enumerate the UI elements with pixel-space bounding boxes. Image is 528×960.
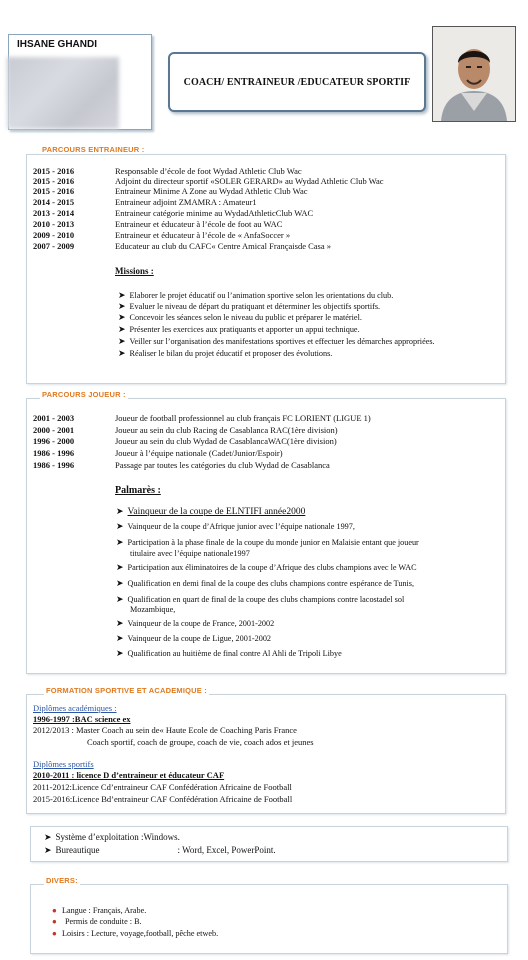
entry-desc: Entraineur et éducateur à l’école de « AnfaSoccer »: [115, 230, 291, 240]
arrow-bullet-icon: ➤: [116, 521, 124, 531]
entry-years: 2007 - 2009: [33, 241, 75, 251]
academic-diplomas-label: Diplômes académiques :: [33, 703, 117, 713]
list-item: ➤ Qualification en quart de final de la coupe des clubs champions contre lacostadel sol: [116, 594, 405, 604]
entry-desc: Entraineur catégorie minime au WydadAthleticClub WAC: [115, 208, 314, 218]
entry-years: 2014 - 2015: [33, 197, 75, 207]
list-item-continuation: Mozambique,: [130, 605, 176, 614]
arrow-bullet-icon: ➤: [116, 648, 124, 658]
list-item: ➤ Bureautique : Word, Excel, PowerPoint.: [44, 845, 276, 855]
arrow-bullet-icon: ➤: [118, 324, 126, 334]
list-item: ● Langue : Français, Arabe.: [52, 906, 147, 915]
profile-photo: [432, 26, 516, 122]
entry-years: 2010 - 2013: [33, 219, 75, 229]
entry-years: 2000 - 2001: [33, 425, 75, 435]
list-item: ➤ Evaluer le niveau de départ du pratiquant et déterminer les objectifs sportifs.: [118, 301, 381, 311]
job-title-box: [168, 52, 426, 112]
list-item: ➤ Vainqueur de la coupe de France, 2001-2002: [116, 618, 275, 628]
entry-years: 1986 - 1996: [33, 460, 75, 470]
arrow-bullet-icon: ➤: [118, 312, 126, 322]
entry-years: 1986 - 1996: [33, 448, 75, 458]
sport-diplomas-label: Diplômes sportifs: [33, 759, 94, 769]
list-item: ➤ Vainqueur de la coupe d’Afrique junior avec l’équipe nationale 1997,: [116, 521, 355, 531]
entry-desc: Entraineur Minime A Zone au Wydad Athletic Club Wac: [115, 186, 308, 196]
arrow-bullet-icon: ➤: [118, 301, 126, 311]
list-item: ● Loisirs : Lecture, voyage,football, pêche etweb.: [52, 929, 219, 938]
player-section-title: PARCOURS JOUEUR :: [42, 390, 126, 399]
entry-desc: Joueur au sein du club Wydad de CasablancaWAC(1ère division): [115, 436, 337, 446]
entry-desc: Educateur au club du CAFC« Centre Amical Françaisde Casa »: [115, 241, 331, 251]
entry-desc: Adjoint du directeur sportif «SOLER GERARD» au Wydad Athletic Club Wac: [115, 176, 384, 186]
list-item: ➤ Qualification au huitième de final contre Al Ahli de Tripoli Libye: [116, 648, 342, 658]
arrow-bullet-icon: ➤: [116, 633, 124, 643]
arrow-bullet-icon: ➤: [44, 845, 52, 855]
list-item: ➤ Réaliser le bilan du projet éducatif et proposer des évolutions.: [118, 348, 333, 358]
formation-section-title: FORMATION SPORTIVE ET ACADEMIQUE :: [46, 686, 207, 695]
licence-item: 2011-2012:Licence Cd’entraineur CAF Confédération Africaine de Football: [33, 782, 292, 792]
list-item-continuation: titulaire avec l’équipe nationale1997: [130, 549, 250, 558]
entry-years: 2013 - 2014: [33, 208, 75, 218]
palmares-heading: Palmarès :: [115, 485, 161, 496]
entry-desc: Joueur au sein du club Racing de Casablanca RAC(1ère division): [115, 425, 338, 435]
arrow-bullet-icon: ➤: [118, 348, 126, 358]
arrow-bullet-icon: ➤: [116, 618, 124, 628]
entry-desc: Entraineur adjoint ZMAMRA : Amateur1: [115, 197, 257, 207]
job-title: COACH/ ENTRAINEUR /EDUCATEUR SPORTIF: [183, 76, 411, 88]
master-diploma-details: Coach sportif, coach de groupe, coach de vie, coach ados et jeunes: [87, 737, 314, 747]
entry-years: 2015 - 2016: [33, 166, 75, 176]
list-item: ➤ Concevoir les séances selon le niveau du public et préparer le matériel.: [118, 312, 362, 322]
list-item: ➤ Elaborer le projet éducatif ou l’animation sportive selon les orientations du club.: [118, 290, 394, 300]
portrait-icon: [433, 27, 515, 121]
master-diploma: 2012/2013 : Master Coach au sein de« Haute Ecole de Coaching Paris France: [33, 725, 297, 735]
name-card: [8, 34, 152, 130]
list-item: ➤ Système d’exploitation :Windows.: [44, 832, 180, 842]
list-item: ➤ Participation à la phase finale de la coupe du monde junior en Malaisie entant que joueur: [116, 537, 419, 547]
licence-item: 2015-2016:Licence Bd’entraineur CAF Confédération Africaine de Football: [33, 794, 293, 804]
entry-years: 2015 - 2016: [33, 176, 75, 186]
entry-years: 1996 - 2000: [33, 436, 75, 446]
list-item: ➤ Veiller sur l’organisation des manifestations sportives et effectuer les démarches appropriées.: [118, 336, 435, 346]
arrow-bullet-icon: ➤: [116, 562, 124, 572]
entry-desc: Responsable d’école de foot Wydad Athletic Club Wac: [115, 166, 302, 176]
arrow-bullet-icon: ➤: [118, 290, 126, 300]
list-item: ➤ Vainqueur de la coupe de ELNTIFI année2000: [116, 506, 306, 517]
dot-bullet-icon: ●: [52, 917, 57, 926]
arrow-bullet-icon: ➤: [116, 578, 124, 588]
coach-section-title: PARCOURS ENTRAINEUR :: [42, 145, 145, 154]
arrow-bullet-icon: ➤: [44, 832, 52, 842]
entry-years: 2009 - 2010: [33, 230, 75, 240]
missions-heading: Missions :: [115, 266, 154, 276]
list-item: ➤ Qualification en demi final de la coupe des clubs champions contre espérance de Tunis,: [116, 578, 415, 588]
entry-desc: Passage par toutes les catégories du club Wydad de Casablanca: [115, 460, 330, 470]
entry-years: 2015 - 2016: [33, 186, 75, 196]
list-item: ➤ Vainqueur de la coupe de Ligue, 2001-2002: [116, 633, 272, 643]
bac-diploma: 1996-1997 :BAC science ex: [33, 714, 131, 724]
arrow-bullet-icon: ➤: [116, 537, 124, 547]
divers-section-title: DIVERS:: [46, 876, 78, 885]
entry-desc: Entraineur et éducateur à l’école de foot au WAC: [115, 219, 283, 229]
blurred-contact-info: [7, 57, 119, 129]
entry-desc: Joueur à l’équipe nationale (Cadet/Junior/Espoir): [115, 448, 283, 458]
arrow-bullet-icon: ➤: [116, 506, 124, 516]
entry-years: 2001 - 2003: [33, 413, 75, 423]
candidate-name: IHSANE GHANDI: [17, 39, 98, 50]
list-item: ➤ Participation aux éliminatoires de la coupe d’Afrique des clubs champions avec le WAC: [116, 562, 417, 572]
arrow-bullet-icon: ➤: [118, 336, 126, 346]
dot-bullet-icon: ●: [52, 906, 57, 915]
list-item: ● Permis de conduite : B.: [52, 917, 142, 926]
list-item: ➤ Présenter les exercices aux pratiquants et apporter un appui technique.: [118, 324, 360, 334]
arrow-bullet-icon: ➤: [116, 594, 124, 604]
entry-desc: Joueur de football professionnel au club français FC LORIENT (LIGUE 1): [115, 413, 371, 423]
licence-item: 2010-2011 : licence D d’entraineur et éducateur CAF: [33, 770, 225, 780]
dot-bullet-icon: ●: [52, 929, 57, 938]
